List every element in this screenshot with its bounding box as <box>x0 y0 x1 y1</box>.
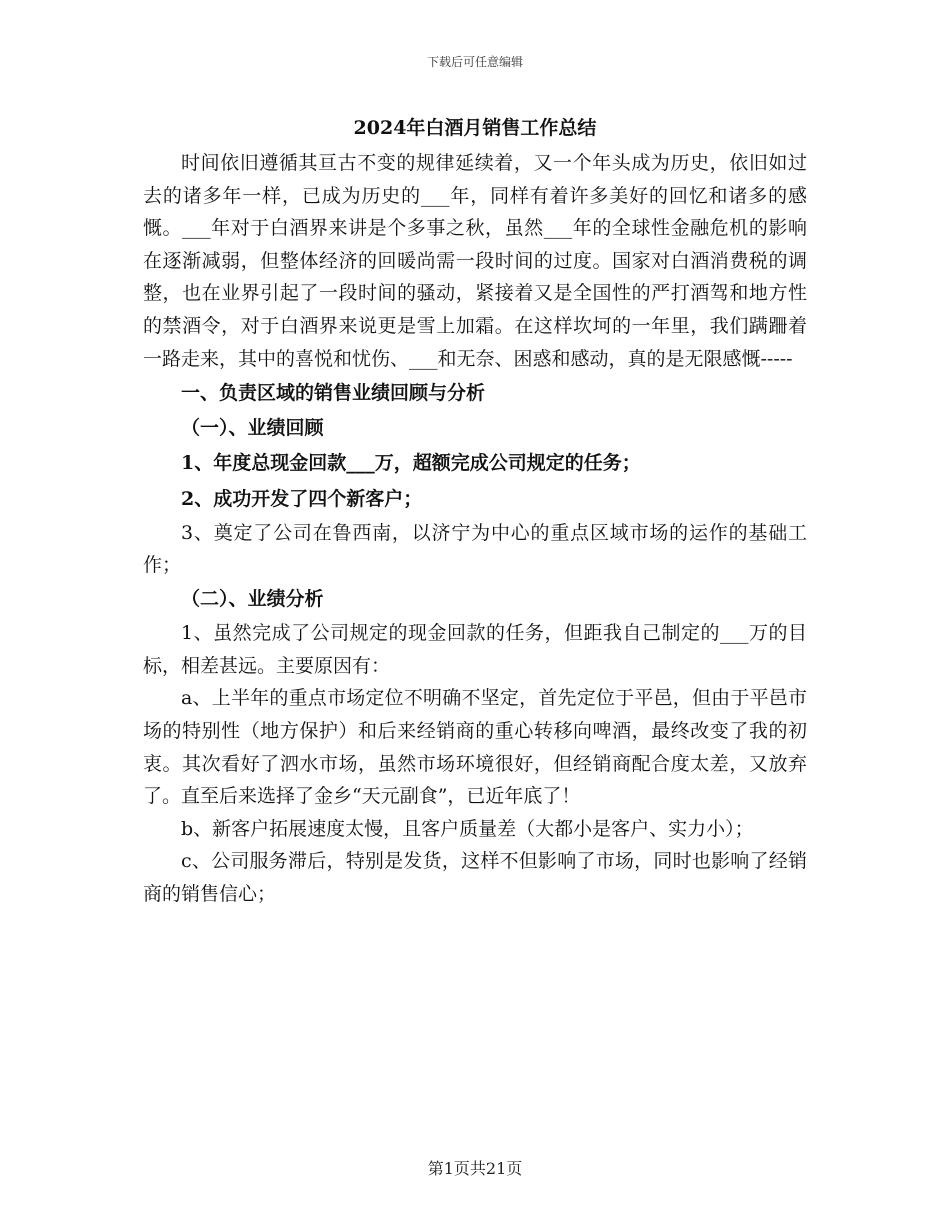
subsection-heading-review: （一）、业绩回顾 <box>181 416 324 439</box>
review-item-foundation: 3、奠定了公司在鲁西南，以济宁为中心的重点区域市场的运作的基础工作； <box>143 521 807 577</box>
reason-c: c、公司服务滞后，特别是发货，这样不但影响了市场，同时也影响了经销商的销售信心； <box>143 850 807 905</box>
analysis-item: 1、虽然完成了公司规定的现金回款的任务，但距我自己制定的___万的目标，相差甚远。主要原因有： <box>143 622 807 677</box>
page-header: 下载后可任意编辑 <box>426 55 523 69</box>
section-heading: 一、负责区域的销售业绩回顾与分析 <box>181 381 486 404</box>
reason-b: b、新客户拓展速度太慢，且客户质量差（大都小是客户、实力小）； <box>181 817 754 840</box>
intro-paragraph: 时间依旧遵循其亘古不变的规律延续着，又一个年头成为历史，依旧如过去的诸多年一样，已成为历史的___年，同样有着许多美好的回忆和诸多的感慨。___年对于白酒界来讲是个多事之秋，虽然___年的全球性金融危机的影响在逐渐减弱，但整体经济的回暖尚需一段时间的过度。国家对白酒消费税的调整，也在业界引起了一段时间的骚动，紧接着又是全国性的严打酒驾和地方性的禁酒令，对于白酒界来说更是雪上加霜。在这样坎坷的一年里，我们蹒跚着一路走来，其中的喜悦和忧伤、___和无奈、困惑和感动，真的是无限感慨----- <box>143 152 807 370</box>
review-item-clients: 2、成功开发了四个新客户； <box>181 487 423 510</box>
reason-a: a、上半年的重点市场定位不明确不坚定，首先定位于平邑，但由于平邑市场的特别性（地方保护）和后来经销商的重心转移向啤酒，最终改变了我的初衷。其次看好了泗水市场，虽然市场环境很好，但经销商配合度太差，又放弃了。直至后来选择了金乡“天元副食”，已近年底了！ <box>143 687 807 808</box>
document-body <box>143 147 807 911</box>
subsection-heading-analysis: （二）、业绩分析 <box>181 588 324 611</box>
page-number: 第1页共21页 <box>427 1159 523 1178</box>
document-title: 2024年白酒月销售工作总结 <box>353 117 597 139</box>
review-item-cash: 1、年度总现金回款___万，超额完成公司规定的任务； <box>181 452 641 475</box>
